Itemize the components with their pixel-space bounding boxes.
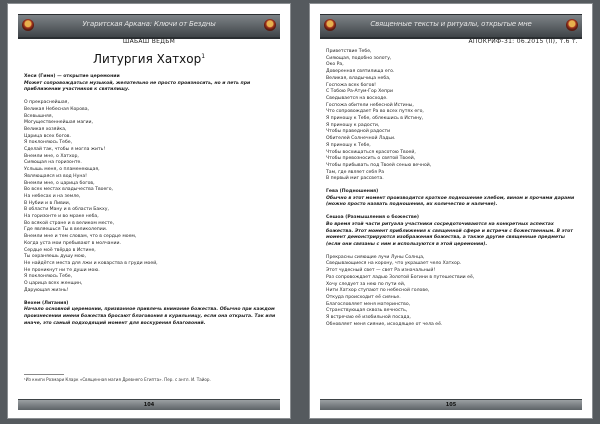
footnote: ¹Из книги Розмари Кларк «Священная магия Древнего Египта». Пер. с англ. И. Тайор. <box>24 377 211 382</box>
verse-line: Являющаяся из вод Нуна! <box>24 173 87 179</box>
verse-line: В Нубии и в Ливии, <box>24 200 71 206</box>
verse-line: Во всякой стране и в великом месте, <box>24 220 115 226</box>
verse-line: Сведывается на восходе. <box>326 95 388 101</box>
verse-line: В области Ману и в области Бакху, <box>24 207 109 213</box>
verse-line: Когда уста мои пребывают в молчании. <box>24 240 121 246</box>
verse-line: Сердце моё твёрдо в Истине, <box>24 247 96 253</box>
page-number: 104 <box>143 402 155 408</box>
verse-line: Чтобы превозносить о святой Твоей, <box>326 156 416 162</box>
left-page-subheader: ШАБАШ ВЕДЬМ <box>122 38 176 45</box>
verse-line: Прекрасны сияющие лучи Луны Солнца, <box>326 254 425 260</box>
meditation-text <box>326 255 578 329</box>
section-note: Обычно в этот момент производится краткое подношение хлебом, вином и прочими дарами (можно просто назвать подношения, их количество и наличие). <box>326 195 575 208</box>
verse-line: Дарующая жизнь! <box>24 287 69 293</box>
verse-line: Я приношу к радости, <box>326 122 380 128</box>
verse-line: Откуда происходит её сиянье. <box>326 294 401 300</box>
left-page-footer <box>18 399 280 410</box>
verse-line: Ты охраняешь душу мою, <box>24 254 86 260</box>
verse-line: О прекраснейшая, <box>24 100 69 106</box>
footnote-marker: 1 <box>201 53 206 60</box>
verse-line: Обителей Солнечной Ладьи. <box>326 136 396 142</box>
verse-line: Сделай так, чтобы я могла жить! <box>24 147 106 153</box>
right-page-body <box>326 49 578 328</box>
verse-line: Госпожа обители небесной Истины, <box>326 102 414 108</box>
left-page-body <box>24 74 276 327</box>
verse-line: Внемли мне, о Хатхор, <box>24 153 79 159</box>
section-note: Может сопровождаться музыкой, желательно не просто произносить, но и петь при приближении участников к святилищу. <box>24 80 251 93</box>
litany-text <box>326 49 578 183</box>
verse-line: Я встречаю её изобильной посада, <box>326 315 411 321</box>
verse-line: Где являешься Ты в великолепии. <box>24 227 108 233</box>
verse-line: Сведывающиеся на корону, что украшает чело Хатхор. <box>326 261 462 267</box>
ornament-icon <box>22 19 34 31</box>
verse-line: Сияющая на горизонте. <box>24 160 82 166</box>
left-page-header-text: Угаритская Аркана: Ключи от Бездны <box>82 20 216 28</box>
verse-line: Я поклоняюсь Тебе, <box>24 274 73 280</box>
verse-line: Этот чудесный свет — свет Ра изначальный! <box>326 268 436 274</box>
verse-line: Всевышняя, <box>24 113 54 119</box>
verse-line: О царица всех женщин, <box>24 281 83 287</box>
verse-line: Чтобы восхищаться красотою Твоей, <box>326 149 416 155</box>
verse-line: Там, где являет себя Ра <box>326 169 385 175</box>
title-text: Литургия Хатхор <box>92 52 202 66</box>
left-page <box>7 3 291 419</box>
right-page-subheader: АПОКРИФ-31: 06.2015 (II), т.6 т. <box>468 38 578 45</box>
verse-line: Око Ра, <box>326 62 344 68</box>
verse-line: Доверенная святилища его. <box>326 69 395 75</box>
verse-line: В первый миг рассвета. <box>326 176 384 182</box>
right-page-header-band <box>320 14 582 39</box>
verse-line: Что сопровождает Ра во всех путях его, <box>326 109 424 115</box>
section-heading: Вехем (Литания) <box>24 300 69 306</box>
ornament-icon <box>566 19 578 31</box>
verse-line: Чтобы прибывать под Твоей сенью вечной, <box>326 162 432 168</box>
verse-line: Царица всех богов. <box>24 133 71 139</box>
verse-line: Раз сопровождает ладью Золотой Богини в путешествии её, <box>326 274 475 280</box>
verse-line: Внемли мне и тем словам, что в сердце моем, <box>24 234 137 240</box>
verse-line: На небесах и на земле, <box>24 193 81 199</box>
verse-line: Не проникнут ни те души мою. <box>24 267 100 273</box>
verse-line: Великая, владычица неба, <box>326 75 391 81</box>
verse-line: Великая хозяйка, <box>24 126 67 132</box>
page-number: 105 <box>445 402 457 408</box>
left-page-header-band <box>18 14 280 39</box>
verse-line: Я приношу к Тебе, <box>326 142 371 148</box>
footnote-divider <box>24 374 64 375</box>
verse-line: Я приношу к Тебе, облекшись в Истину, <box>326 116 424 122</box>
page-title <box>8 52 290 66</box>
section-heading: Гева (Подношения) <box>326 189 379 195</box>
verse-line: Нити Хатхор ступают по небесной голове, <box>326 288 430 294</box>
verse-line: Обновляет меня сияние, исходящее от чела её. <box>326 321 443 327</box>
verse-line: Госпожа всех богов! <box>326 82 377 88</box>
right-page-footer <box>320 399 582 410</box>
right-page-header-text: Священные тексты и ритуалы, открытые мне <box>370 20 532 28</box>
verse-line: Услышь меня, о пламенеющая, <box>24 167 100 173</box>
verse-line: Не найдётся места для лжи и коварства в груди моей, <box>24 260 158 266</box>
verse-line: Могущественнейшая магии, <box>24 120 93 126</box>
verse-line: Во всех местах владычества Твоего, <box>24 187 113 193</box>
verse-line: Я поклоняюсь Тебе, <box>24 140 73 146</box>
section-note: Во время этой части ритуала участники сосредоточиваются на конкретных аспектах божества. Этот момент приближения к священной сфере и встречи с божественным. В этот момент демонстрируются изображения божества, а также другие священные предметы (если они связаны с ним и используются в этой церемонии). <box>326 221 573 247</box>
verse-line: Благословляет меня материнство, <box>326 301 411 307</box>
verse-line: Чтобы праведной радости <box>326 129 391 135</box>
verse-line: Хочу следует за нею по пути ей, <box>326 281 406 287</box>
ornament-icon <box>324 19 336 31</box>
section-heading: Сешоа (Размышления о божестве) <box>326 215 419 221</box>
verse-line: На горизонте и во мраке неба, <box>24 214 99 220</box>
section-heading: Хеси (Гимн) — открытие церемонии <box>24 74 120 79</box>
verse-line: Внемли мне, о царица богов, <box>24 180 95 186</box>
verse-line: С Тобою Ра-Атум-Гор Хепри <box>326 89 394 95</box>
section-note: Начало основной церемонии, призванное привлечь внимание божества. Обычно при каждом произнесении имени божества бросают благовония в курильницу, если она открыта. Так или иначе, это самый подходящий момент для воскурения благовоний. <box>24 307 276 326</box>
verse-line: Приветствие Тебе, <box>326 49 372 54</box>
verse-line: Странствующая сквозь вечность, <box>326 308 408 314</box>
ornament-icon <box>264 19 276 31</box>
verse-line: Великая Небесная Корова, <box>24 106 90 112</box>
verse-line: Сияющая, подобно золоту, <box>326 55 392 61</box>
right-page <box>309 3 593 419</box>
hymn-text <box>24 100 276 294</box>
